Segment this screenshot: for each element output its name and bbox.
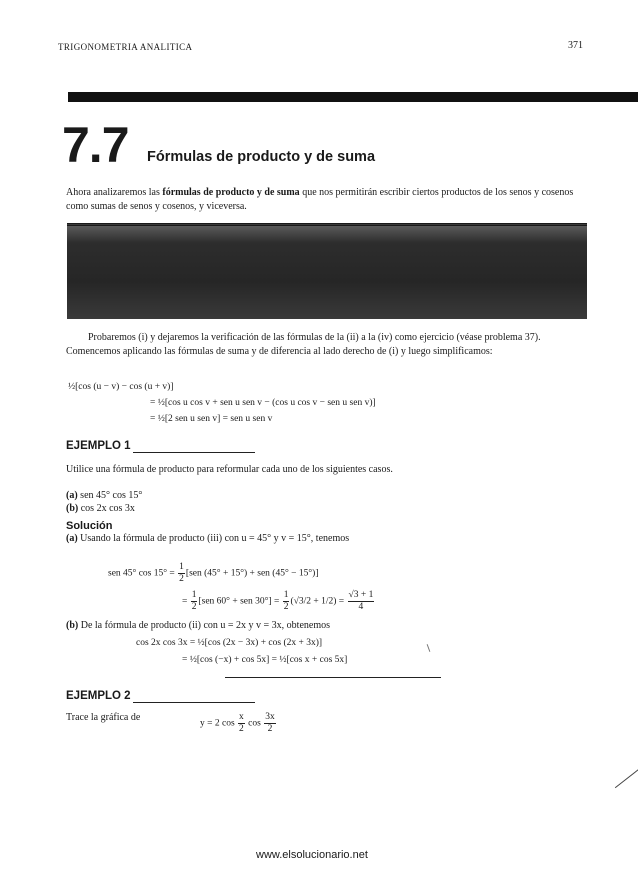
example-1-title: EJEMPLO 1 <box>66 440 131 452</box>
frac2-denominator: 2 <box>267 724 273 734</box>
frac1-numerator: x <box>239 712 244 722</box>
scan-artifact-line <box>615 769 638 788</box>
result-numerator: √3 + 1 <box>348 590 374 600</box>
fraction-numerator: 1 <box>191 590 197 600</box>
solution-a-equation-2 <box>182 590 375 613</box>
eq2-middle: [sen 60° + sen 30°] = <box>198 596 280 607</box>
header-rule-bar <box>68 92 638 102</box>
fraction-denominator: 2 <box>179 574 184 584</box>
half-fraction <box>178 562 185 585</box>
part-a-label: (a) <box>66 490 78 501</box>
running-head: TRIGONOMETRIA ANALITICA <box>58 42 193 52</box>
proof-equation-3: = ½[2 sen u sen v] = sen u sen v <box>150 414 273 424</box>
footer-url[interactable]: www.elsolucionario.net <box>256 849 368 861</box>
eq1-right: [sen (45° + 15°) + sen (45° − 15°)] <box>185 568 319 579</box>
example-2-rule <box>133 702 255 703</box>
solution-a-equation-1 <box>108 562 319 585</box>
eq2-end-equals: = <box>338 596 345 607</box>
example-2-equation <box>200 712 277 735</box>
example-1-prompt: Utilice una fórmula de producto para reformular cada uno de los siguientes casos. <box>66 464 393 475</box>
solution-b-text <box>66 620 330 631</box>
eq-mid: cos <box>248 718 261 729</box>
intro-text-end: que nos permitirán escribir ciertos productos de los senos y cosenos como sumas de senos y cosenos, y viceversa. <box>66 187 574 212</box>
section-title: Fórmulas de producto y de suma <box>147 149 376 165</box>
fraction-3x-over-2 <box>264 712 276 735</box>
sol-b-label: (b) <box>66 620 79 631</box>
proof-paragraph: Probaremos (i) y dejaremos la verificación de las fórmulas de la (ii) a la (iv) como ejercicio (véase problema 37). Comencemos aplicando las fórmulas de suma y de diferencia al lado derecho de (i) y luego simplificamos: <box>66 332 541 357</box>
solution-heading: Solución <box>66 520 113 532</box>
eq2-parenthesis: (√3/2 + 1/2) <box>290 596 337 607</box>
fraction-denominator: 2 <box>283 602 289 612</box>
section-number: 7.7 <box>62 117 129 173</box>
solution-b-equation-2: = ½[cos (−x) + cos 5x] = ½[cos x + cos 5x] <box>182 655 348 665</box>
proof-equation-1: ½[cos (u − v) − cos (u + v)] <box>68 382 174 392</box>
scan-mark <box>427 644 431 652</box>
solution-b-equation-1: cos 2x cos 3x = ½[cos (2x − 3x) + cos (2x + 3x)] <box>136 638 323 648</box>
part-a-text: sen 45° cos 15° <box>80 490 143 501</box>
intro-paragraph <box>66 186 586 214</box>
formula-box-scan <box>67 223 587 319</box>
example-2-prompt: Trace la gráfica de <box>66 712 141 723</box>
result-fraction <box>348 590 375 613</box>
sol-b-sentence: De la fórmula de producto (ii) con u = 2x y v = 3x, obtenemos <box>80 620 331 631</box>
part-b-label: (b) <box>66 503 79 514</box>
eq1-left: sen 45° cos 15° = <box>108 568 175 579</box>
fraction-denominator: 2 <box>191 602 197 612</box>
proof-equation-2: = ½[cos u cos v + sen u sen v − (cos u cos v − sen u sen v)] <box>150 398 376 408</box>
example-1-part-a <box>66 490 142 501</box>
example-1-rule <box>133 452 255 453</box>
fraction-x-over-2 <box>238 712 245 735</box>
eq-left: y = 2 cos <box>200 718 235 729</box>
example-2-title: EJEMPLO 2 <box>66 690 131 702</box>
frac1-denominator: 2 <box>239 724 244 734</box>
intro-bold-term: fórmulas de producto y de suma <box>162 187 300 198</box>
part-b-text: cos 2x cos 3x <box>80 503 135 514</box>
example-1-part-b <box>66 503 135 514</box>
half-fraction <box>191 590 198 613</box>
frac2-numerator: 3x <box>265 712 275 722</box>
solution-a-text <box>66 533 349 544</box>
page-number: 371 <box>568 40 583 51</box>
sol-a-sentence: Usando la fórmula de producto (iii) con u = 45° y v = 15°, tenemos <box>80 533 350 544</box>
half-fraction <box>283 590 290 613</box>
intro-text-start: Ahora analizaremos las <box>66 187 163 198</box>
fraction-numerator: 1 <box>179 562 184 572</box>
eq2-equals: = <box>182 596 188 607</box>
sol-a-label: (a) <box>66 533 78 544</box>
example-1-end-rule <box>225 677 441 678</box>
result-denominator: 4 <box>358 602 364 612</box>
fraction-numerator: 1 <box>283 590 289 600</box>
